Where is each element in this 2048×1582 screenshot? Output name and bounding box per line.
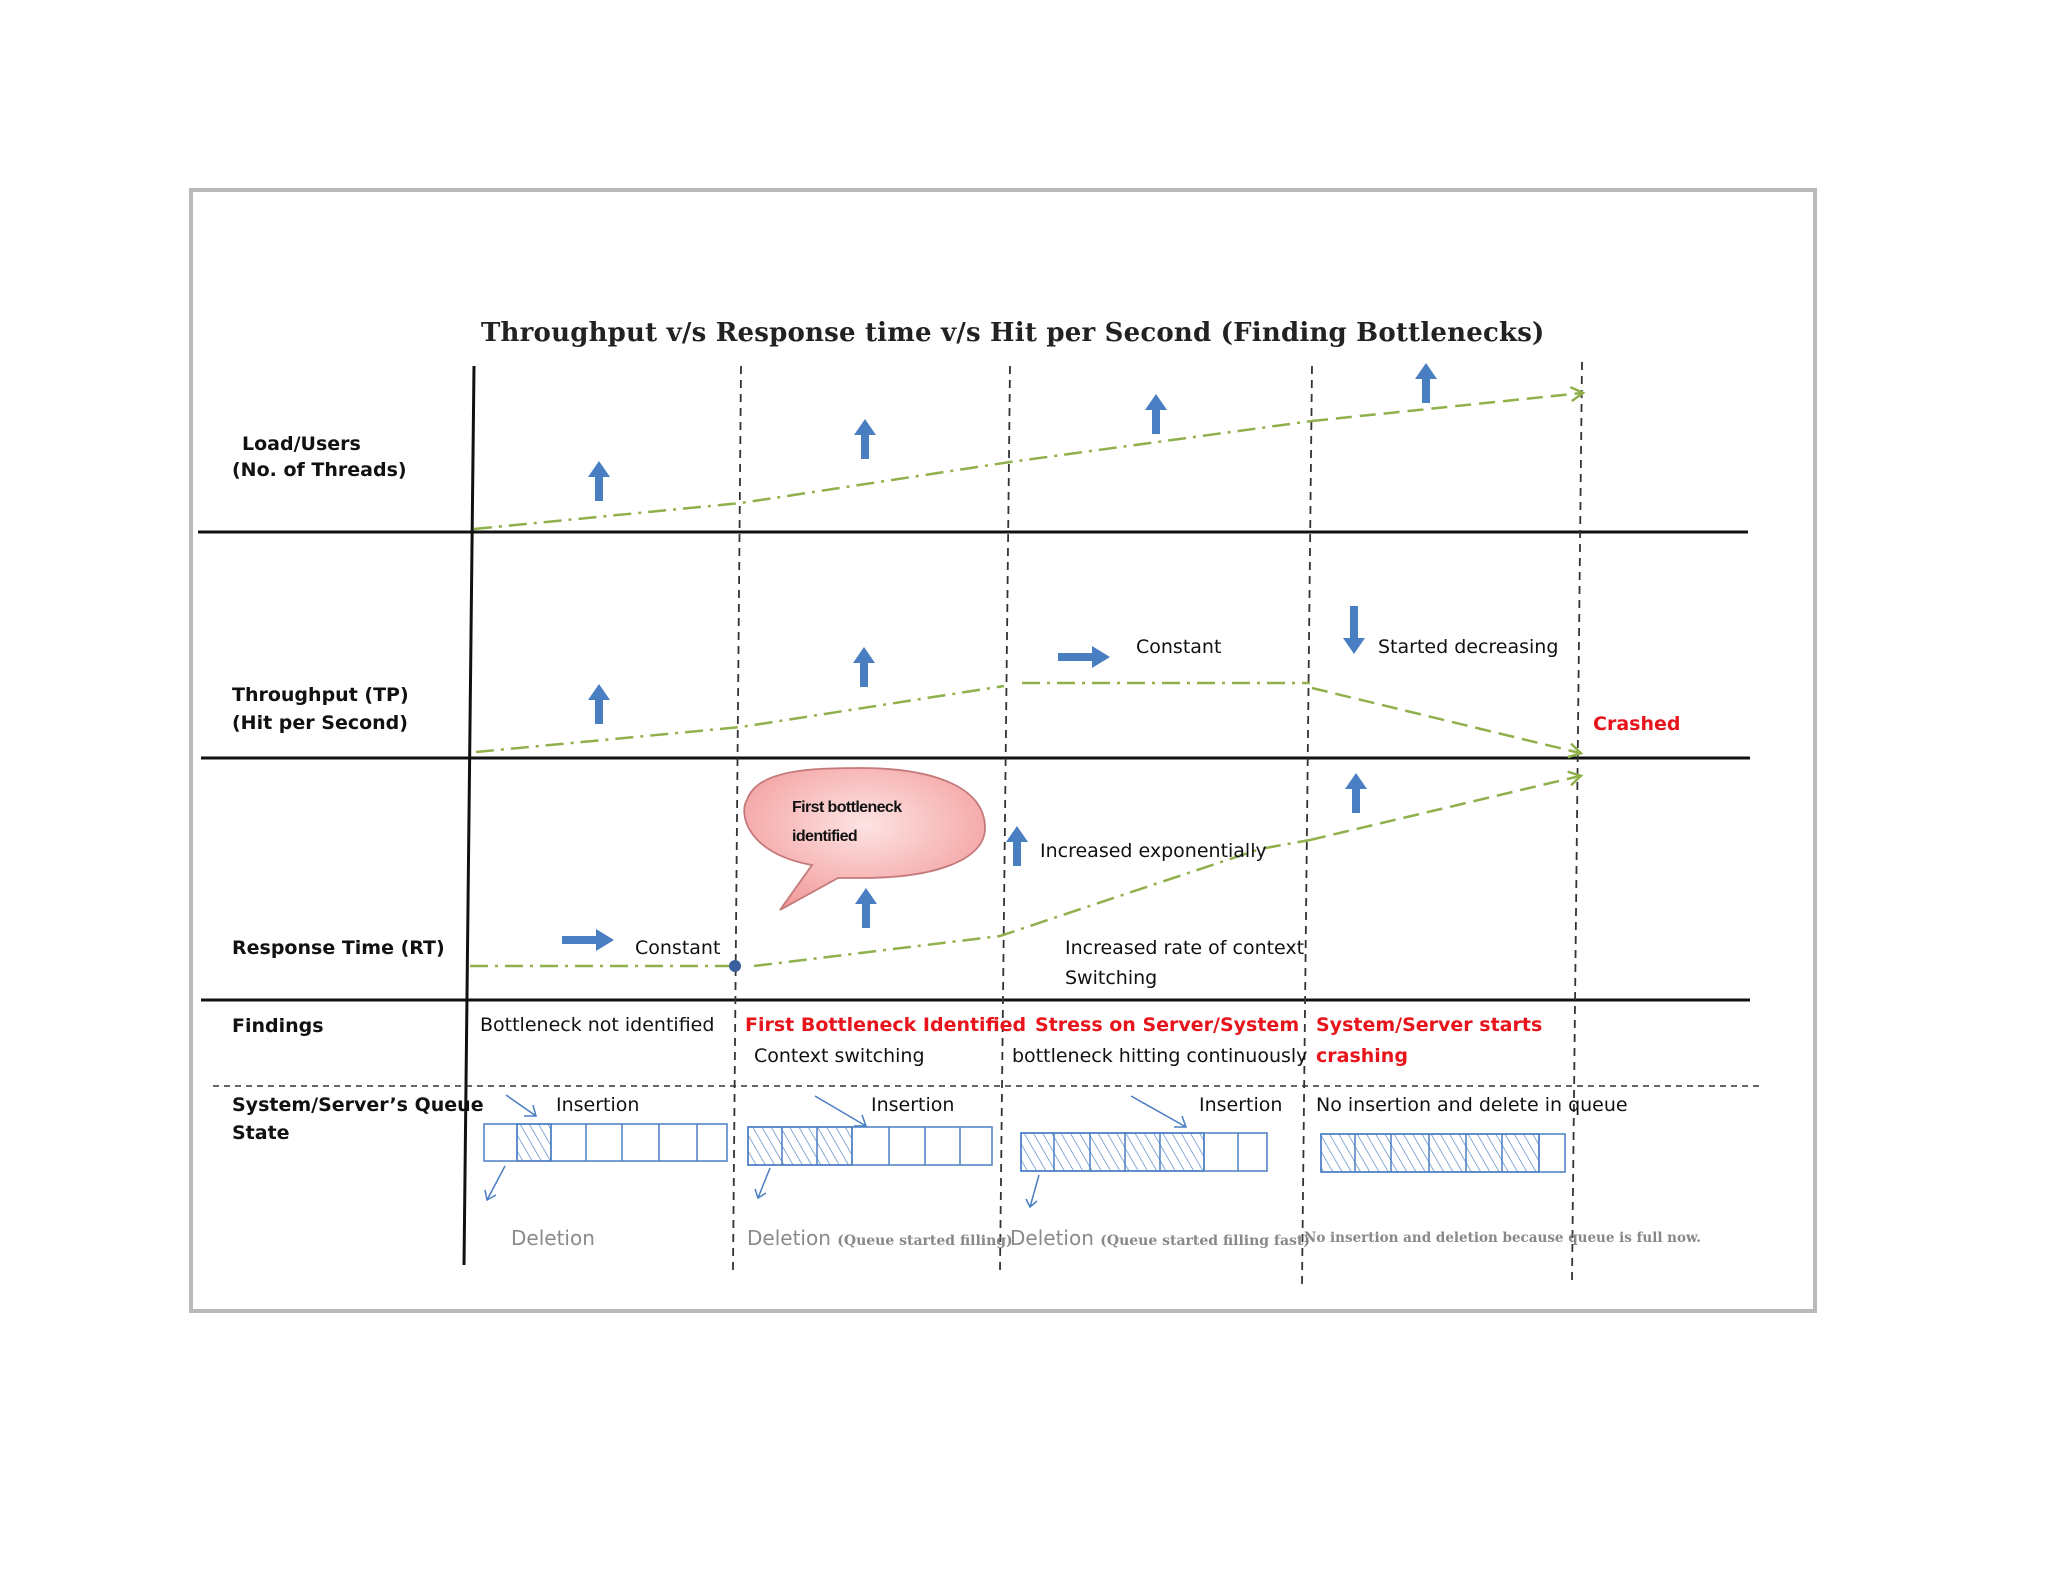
finding-phase4-line2: crashing	[1316, 1045, 1408, 1067]
context-switching-label-2: Switching	[1065, 967, 1158, 989]
queue-insertion-label-1: Insertion	[556, 1094, 640, 1116]
load-up-arrows	[588, 363, 1437, 501]
throughput-arrows	[588, 606, 1365, 724]
row-label-load-sub: (No. of Threads)	[232, 459, 407, 481]
response-time-constant-label: Constant	[635, 937, 721, 959]
row-label-throughput: Throughput (TP)	[232, 684, 409, 706]
deletion-text: Deletion	[747, 1226, 831, 1250]
bottleneck-point	[729, 960, 741, 972]
row-label-queue-sub: State	[232, 1122, 290, 1144]
diagram-title: Throughput v/s Response time v/s Hit per Second (Finding Bottlenecks)	[481, 318, 1545, 348]
queue-phase4	[1321, 1134, 1565, 1172]
finding-phase3-title: Stress on Server/System	[1035, 1014, 1300, 1036]
queue-no-insertion-label: No insertion and delete in queue	[1316, 1094, 1628, 1116]
row-label-throughput-sub: (Hit per Second)	[232, 712, 408, 734]
throughput-constant-label: Constant	[1136, 636, 1222, 658]
queue-insertion-label-2: Insertion	[871, 1094, 955, 1116]
queue-phase2	[748, 1096, 992, 1198]
finding-phase2-sub: Context switching	[754, 1045, 925, 1067]
finding-phase3-sub: bottleneck hitting continuously	[1012, 1045, 1308, 1067]
first-bottleneck-callout	[744, 768, 985, 910]
deletion-note-3: (Queue started filling fast)	[1100, 1233, 1310, 1249]
callout-text-line2: identified	[792, 828, 858, 845]
queue-deletion-label-3	[1010, 1224, 1310, 1253]
callout-text-line1: First bottleneck	[792, 799, 902, 816]
row-label-load: Load/Users	[242, 433, 361, 455]
finding-phase1: Bottleneck not identified	[480, 1014, 715, 1036]
throughput-trend-line	[476, 683, 1580, 753]
throughput-decreasing-label: Started decreasing	[1378, 636, 1559, 658]
queue-deletion-label-2	[747, 1224, 1013, 1253]
queue-deletion-label-1: Deletion	[511, 1226, 595, 1250]
deletion-text: Deletion	[1010, 1226, 1094, 1250]
finding-phase4-line1: System/Server starts	[1316, 1014, 1543, 1036]
response-time-exponential-label: Increased exponentially	[1040, 840, 1267, 862]
finding-phase2-title: First Bottleneck Identified	[745, 1014, 1027, 1036]
row-label-findings: Findings	[232, 1015, 324, 1037]
context-switching-label-1: Increased rate of context	[1065, 937, 1305, 959]
throughput-crashed-label: Crashed	[1593, 713, 1681, 735]
row-label-queue: System/Server’s Queue	[232, 1094, 484, 1116]
row-label-response-time: Response Time (RT)	[232, 937, 445, 959]
deletion-note-2: (Queue started filling)	[837, 1233, 1013, 1249]
load-trend-line	[474, 393, 1582, 529]
queue-phase4-note: No insertion and deletion because queue is full now.	[1304, 1230, 1701, 1246]
queue-insertion-label-3: Insertion	[1199, 1094, 1283, 1116]
